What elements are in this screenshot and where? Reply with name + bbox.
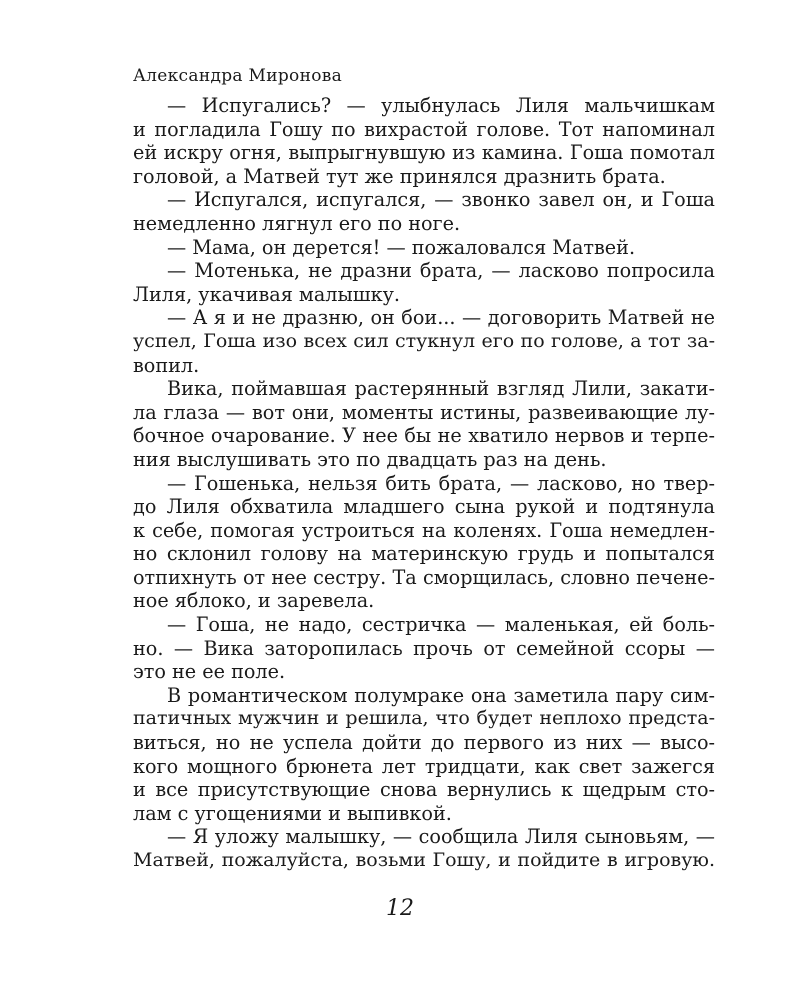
text-line: к себе, помогая устроиться на коленях. Гоша немедлен- <box>133 518 715 542</box>
text-line: виться, но не успела дойти до первого из них — высо- <box>133 731 715 755</box>
text-line: патичных мужчин и решила, что будет неплохо предста- <box>133 707 715 730</box>
text-line: — А я и не дразню, он бои... — договорить Матвей не <box>167 306 715 330</box>
text-line: ное яблоко, и заревела. <box>133 589 375 613</box>
text-line: кого мощного брюнета лет тридцати, как свет зажегся <box>133 754 715 778</box>
text-line: немедленно лягнул его по ноге. <box>133 211 461 235</box>
text-line: — Мама, он дерется! — пожаловался Матвей. <box>167 235 636 259</box>
text-line: — Испугался, испугался, — звонко завел он, и Гоша <box>167 188 715 212</box>
text-line: — Гоша, не надо, сестричка — маленькая, ей боль- <box>167 613 715 637</box>
running-head-author: Александра Миронова <box>133 66 343 86</box>
book-page <box>133 64 715 873</box>
text-line: ла глаза — вот они, моменты истины, развеивающие лу- <box>133 400 715 424</box>
text-line: Матвей, пожалуйста, возьми Гошу, и пойдите в игровую. <box>133 849 715 871</box>
text-line: В романтическом полумраке она заметила пару сим- <box>167 683 715 707</box>
text-line: до Лиля обхватила младшего сына рукой и подтянула <box>133 495 715 519</box>
page-number: 12 <box>386 896 414 921</box>
text-line: и все присутствующие снова вернулись к щедрым сто- <box>133 778 715 802</box>
text-line: Лиля, укачивая малышку. <box>133 282 400 306</box>
text-line: лам с угощениями и выпивкой. <box>133 801 452 825</box>
text-line: бочное очарование. У нее бы не хватило нервов и терпе- <box>133 424 715 448</box>
text-line: — Я уложу малышку, — сообщила Лиля сыновьям, — <box>167 825 715 849</box>
text-line: это не ее поле. <box>133 660 286 684</box>
text-line: — Мотенька, не дразни брата, — ласково попросила <box>167 259 715 283</box>
text-line: и погладила Гошу по вихрастой голове. Тот напоминал <box>133 117 715 141</box>
text-line: головой, а Матвей тут же принялся дразнить брата. <box>133 164 666 188</box>
text-line: успел, Гоша изо всех сил стукнул его по голове, а тот за- <box>133 329 715 352</box>
text-line: Вика, поймавшая растерянный взгляд Лили, закати- <box>167 377 715 401</box>
text-line: но склонил голову на материнскую грудь и попытался <box>133 542 715 566</box>
text-line: — Гошенька, нельзя бить брата, — ласково, но твер- <box>167 471 715 495</box>
text-line: вопил. <box>133 353 200 377</box>
text-line: отпихнуть от нее сестру. Та сморщилась, словно печене- <box>133 565 715 589</box>
text-line: но. — Вика заторопилась прочь от семейной ссоры — <box>133 636 715 660</box>
text-line: ния выслушивать это по двадцать раз на день. <box>133 447 607 471</box>
body-text <box>133 94 715 873</box>
text-line: ей искру огня, выпрыгнувшую из камина. Гоша помотал <box>133 141 715 165</box>
text-line: — Испугались? — улыбнулась Лиля мальчишкам <box>167 94 715 117</box>
